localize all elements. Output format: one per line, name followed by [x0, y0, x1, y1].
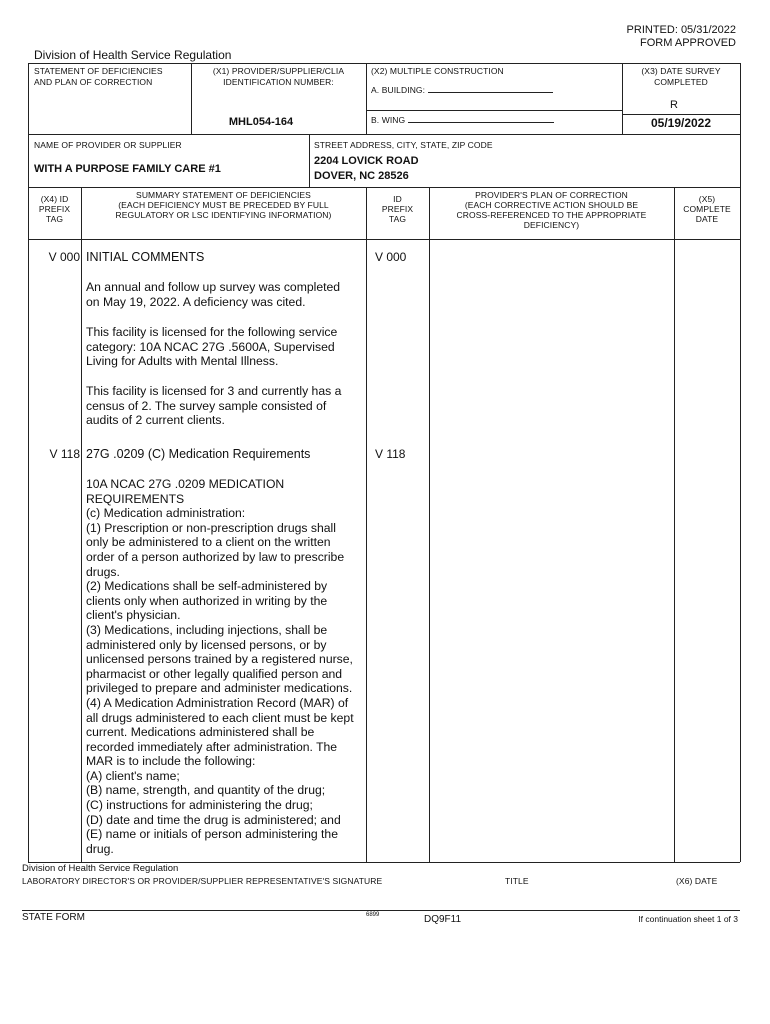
- text-line: only be administered to a client on the written: [86, 535, 331, 550]
- wing-blank: [408, 113, 554, 123]
- text-line: administered only by licensed persons, or by: [86, 637, 327, 652]
- x4-header-line: (X4) ID: [40, 194, 69, 204]
- entry-paragraph: [86, 325, 364, 369]
- divider: [366, 63, 367, 134]
- entry-paragraph: [86, 280, 364, 309]
- text-line: current. Medications administered shall be: [86, 725, 315, 740]
- provider-name-label: NAME OF PROVIDER OR SUPPLIER: [34, 140, 182, 150]
- x1-label-2: IDENTIFICATION NUMBER:: [223, 77, 334, 87]
- text-line: order of a person authorized by law to prescribe: [86, 549, 345, 564]
- id-prefix-tag: V 118: [375, 447, 406, 461]
- address-line-2: DOVER, NC 28526: [314, 170, 409, 182]
- text-line: REQUIREMENTS: [86, 491, 185, 506]
- provider-name: WITH A PURPOSE FAMILY CARE #1: [34, 163, 221, 175]
- survey-date: 05/19/2022: [650, 116, 712, 130]
- x2-building-label: A. BUILDING:: [371, 85, 426, 95]
- summary-header: [81, 190, 366, 220]
- text-line: (B) name, strength, and quantity of the drug;: [86, 783, 326, 798]
- id-header: [366, 194, 429, 224]
- plan-header-line: PROVIDER'S PLAN OF CORRECTION: [475, 190, 628, 200]
- x5-header-line: (X5): [698, 194, 716, 204]
- entry-heading: 27G .0209 (C) Medication Requirements: [86, 447, 311, 461]
- text-line: all drugs administered to each client must be kept: [86, 710, 354, 725]
- text-line: (C) instructions for administering the drug;: [86, 798, 313, 813]
- text-line: (2) Medications shall be self-administered by: [86, 579, 328, 594]
- rule: [28, 63, 740, 64]
- text-line: census of 2. The survey sample consisted of: [86, 398, 327, 413]
- x4-header-line: TAG: [45, 214, 64, 224]
- plan-header: [429, 190, 674, 230]
- text-line: drug.: [86, 841, 114, 856]
- x2-wing-label: B. WING: [371, 115, 406, 125]
- entry-heading: INITIAL COMMENTS: [86, 250, 205, 264]
- column-divider: [429, 187, 430, 862]
- summary-header-line: SUMMARY STATEMENT OF DEFICIENCIES: [136, 190, 311, 200]
- x1-label-1: (X1) PROVIDER/SUPPLIER/CLIA: [212, 66, 345, 76]
- continuation-sheet: If continuation sheet 1 of 3: [638, 914, 738, 924]
- text-line: (c) Medication administration:: [86, 506, 246, 521]
- text-line: category: 10A NCAC 27G .5600A, Supervised: [86, 339, 335, 354]
- entry-paragraph: [86, 384, 364, 428]
- building-blank: [428, 83, 553, 93]
- title-label: TITLE: [505, 876, 529, 886]
- form-approved: FORM APPROVED: [640, 37, 736, 49]
- text-line: (1) Prescription or non-prescription drugs shall: [86, 520, 336, 535]
- statement-label-1: STATEMENT OF DEFICIENCIES: [34, 66, 163, 76]
- plan-header-line: CROSS-REFERENCED TO THE APPROPRIATE: [456, 210, 647, 220]
- divider: [309, 134, 310, 187]
- x5-header: [674, 194, 740, 224]
- state-form-label: STATE FORM: [22, 912, 85, 923]
- x5-header-line: COMPLETE: [683, 204, 731, 214]
- rule: [28, 134, 740, 135]
- x2-label: (X2) MULTIPLE CONSTRUCTION: [371, 66, 504, 76]
- footer-agency: Division of Health Service Regulation: [22, 863, 179, 874]
- prefix-tag: V 118: [49, 447, 80, 461]
- text-line: client's physician.: [86, 608, 181, 623]
- id-prefix-tag: V 000: [375, 250, 407, 264]
- statement-label-2: AND PLAN OF CORRECTION: [34, 77, 153, 87]
- summary-header-line: (EACH DEFICIENCY MUST BE PRECEDED BY FULL: [118, 200, 329, 210]
- text-line: (4) A Medication Administration Record (MAR) of: [86, 695, 349, 710]
- divider: [366, 110, 622, 111]
- text-line: on May 19, 2022. A deficiency was cited.: [86, 294, 306, 309]
- rule: [28, 239, 740, 240]
- regulation-text: [86, 477, 368, 856]
- x3-revisit-flag: R: [670, 99, 678, 111]
- signature-label: LABORATORY DIRECTOR'S OR PROVIDER/SUPPLIER REPRESENTATIVE'S SIGNATURE: [22, 876, 383, 886]
- frame-left: [28, 63, 29, 862]
- divider: [622, 114, 740, 115]
- id-header-line: PREFIX: [381, 204, 414, 214]
- agency-name: Division of Health Service Regulation: [34, 48, 232, 62]
- x5-header-line: DATE: [695, 214, 719, 224]
- document-code: DQ9F11: [424, 914, 462, 925]
- rule: [28, 187, 740, 188]
- form-number: 6899: [366, 912, 380, 918]
- rule: [22, 910, 740, 911]
- frame-right: [740, 63, 741, 862]
- text-line: (E) name or initials of person administering the: [86, 827, 338, 842]
- text-line: This facility is licensed for the following service: [86, 325, 338, 339]
- text-line: (D) date and time the drug is administered; and: [86, 812, 341, 827]
- x4-header: [28, 194, 81, 224]
- x3-label-1: (X3) DATE SURVEY: [641, 66, 721, 76]
- text-line: drugs.: [86, 564, 120, 579]
- text-line: unlicensed persons trained by a registered nurse,: [86, 652, 353, 667]
- column-divider: [81, 187, 82, 862]
- plan-header-line: (EACH CORRECTIVE ACTION SHOULD BE: [464, 200, 639, 210]
- prefix-tag: V 000: [48, 250, 80, 264]
- date-label: (X6) DATE: [676, 876, 718, 886]
- text-line: An annual and follow up survey was completed: [86, 280, 341, 294]
- text-line: privileged to prepare and administer medications.: [86, 681, 353, 696]
- id-header-line: TAG: [388, 214, 407, 224]
- provider-id-number: MHL054-164: [228, 116, 294, 128]
- text-line: (3) Medications, including injections, shall be: [86, 622, 328, 637]
- x4-header-line: PREFIX: [38, 204, 71, 214]
- text-line: (A) client's name;: [86, 768, 180, 783]
- printed-date: PRINTED: 05/31/2022: [626, 24, 736, 36]
- id-header-line: ID: [393, 194, 402, 204]
- text-line: Living for Adults with Mental Illness.: [86, 354, 279, 369]
- text-line: recorded immediately after administration. The: [86, 739, 338, 754]
- text-line: MAR is to include the following:: [86, 754, 256, 769]
- summary-header-line: REGULATORY OR LSC IDENTIFYING INFORMATION): [115, 210, 332, 220]
- address-line-1: 2204 LOVICK ROAD: [314, 155, 419, 167]
- text-line: audits of 2 current clients.: [86, 413, 225, 428]
- x3-label-2: COMPLETED: [654, 77, 708, 87]
- text-line: This facility is licensed for 3 and currently has a: [86, 384, 342, 398]
- column-divider: [674, 187, 675, 862]
- plan-header-line: DEFICIENCY): [523, 220, 580, 230]
- text-line: pharmacist or other legally qualified person and: [86, 666, 343, 681]
- text-line: 10A NCAC 27G .0209 MEDICATION: [86, 477, 285, 491]
- x2-building: [371, 83, 553, 95]
- text-line: clients only when authorized in writing by the: [86, 593, 328, 608]
- address-label: STREET ADDRESS, CITY, STATE, ZIP CODE: [314, 140, 493, 150]
- x2-wing: [371, 113, 554, 125]
